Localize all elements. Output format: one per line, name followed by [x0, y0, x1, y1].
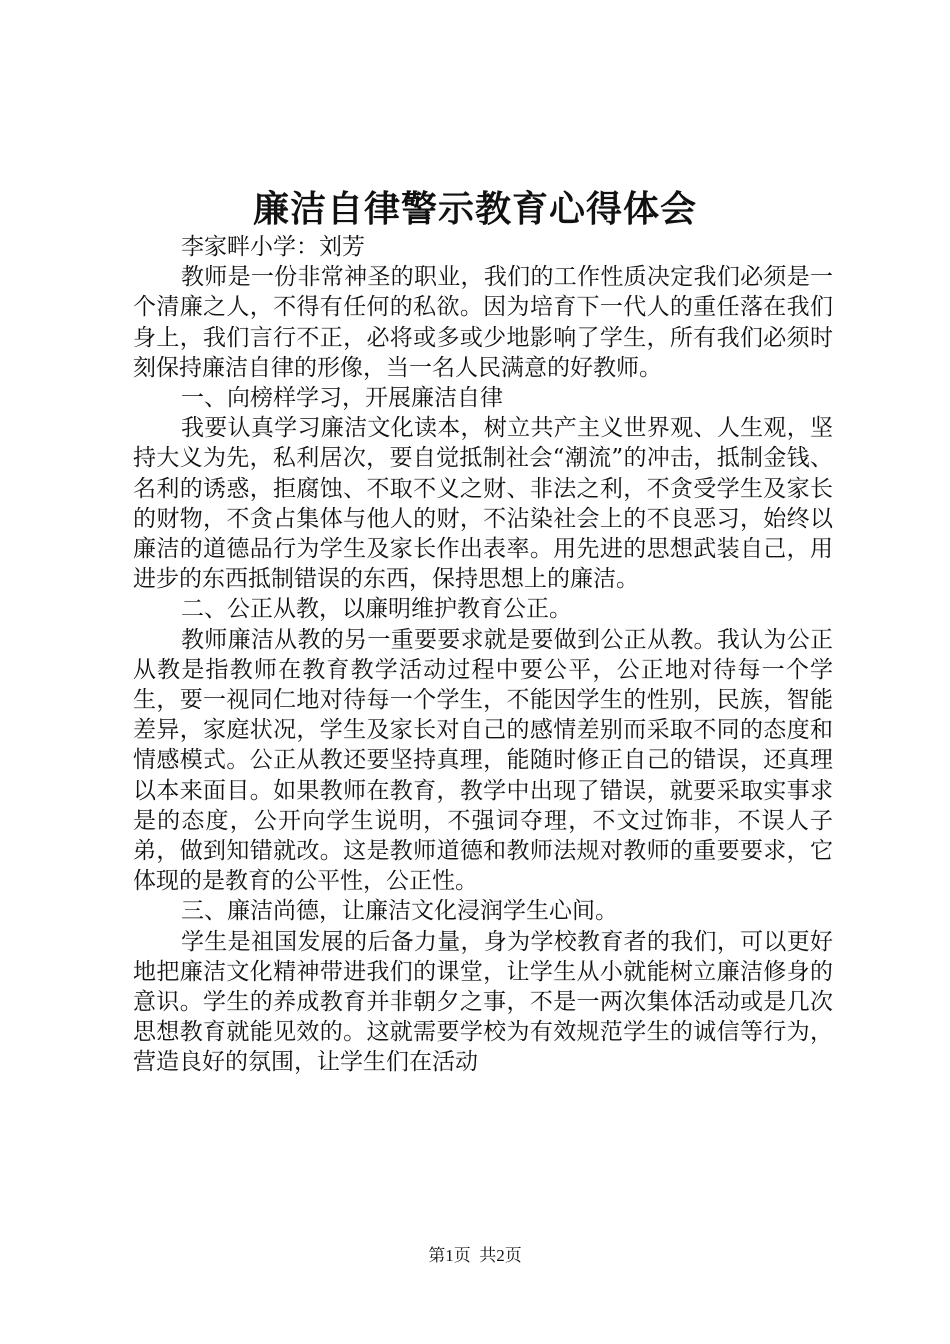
document-title: 廉洁自律警示教育心得体会 — [252, 188, 697, 230]
page-number-footer: 第1页 共2页 — [428, 1246, 522, 1265]
paragraph-intro: 教师是一份非常神圣的职业，我们的工作性质决定我们必须是一个清廉之人，不得有任何的私欲。因为培育下一代人的重任落在我们身上，我们言行不正，必将或多或少地影响了学生，所有我们必须时刻保持廉洁自律的形像，当一名人民满意的好教师。 — [133, 264, 833, 381]
section-heading-2: 二、公正从教，以廉明维护教育公正。 — [181, 596, 572, 623]
section-heading-1: 一、向榜样学习，开展廉洁自律 — [181, 385, 503, 412]
document-body — [133, 232, 833, 1078]
author-line: 李家畔小学：刘芳 — [181, 234, 365, 260]
paragraph-section-2: 教师廉洁从教的另一重要要求就是要做到公正从教。我认为公正从教是指教师在教育教学活动过程中要公平，公正地对待每一个学生，要一视同仁地对待每一个学生，不能因学生的性别，民族，智能差异，家庭状况，学生及家长对自己的感情差别而采取不同的态度和情感模式。公正从教还要坚持真理，能随时修正自己的错误，还真理以本来面目。如果教师在教育，教学中出现了错误，就要采取实事求是的态度，公开向学生说明，不强词夺理，不文过饰非，不误人子弟，做到知错就改。这是教师道德和教师法规对教师的重要要求，它体现的是教育的公平性，公正性。 — [133, 626, 833, 895]
paragraph-section-1: 我要认真学习廉洁文化读本，树立共产主义世界观、人生观，坚持大义为先，私利居次，要自觉抵制社会“潮流”的冲击，抵制金钱、名利的诱惑，拒腐蚀、不取不义之财、非法之利，不贪受学生及家长的财物，不贪占集体与他人的财，不沾染社会上的不良恶习，始终以廉洁的道德品行为学生及家长作出表率。用先进的思想武装自己，用进步的东西抵制错误的东西，保持思想上的廉洁。 — [133, 415, 833, 593]
paragraph-section-3: 学生是祖国发展的后备力量，身为学校教育者的我们，可以更好地把廉洁文化精神带进我们的课堂，让学生从小就能树立廉洁修身的意识。学生的养成教育并非朝夕之事，不是一两次集体活动或是几次思想教育就能见效的。这就需要学校为有效规范学生的诚信等行为，营造良好的氛围，让学生们在活动 — [133, 928, 833, 1076]
section-heading-3: 三、廉洁尚德，让廉洁文化浸润学生心间。 — [181, 898, 618, 925]
